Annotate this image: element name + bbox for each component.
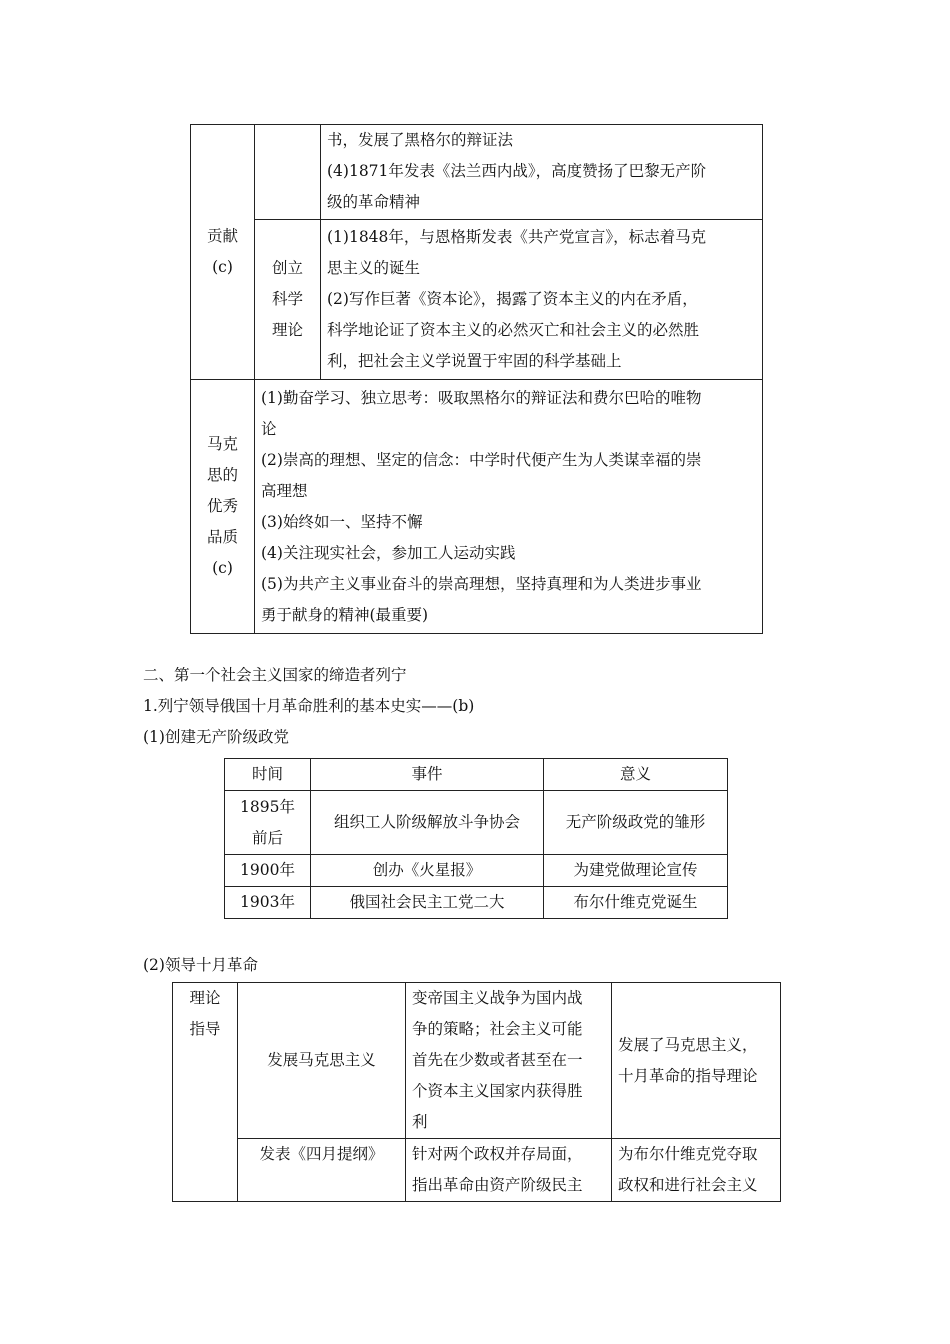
lilun-label: 理论 指导 [173, 983, 238, 1202]
header-meaning: 意义 [544, 759, 728, 791]
party-table [224, 758, 728, 919]
table-row [225, 855, 728, 887]
marx-table [190, 124, 763, 634]
chuangli-label: 创立 科学 理论 [255, 220, 321, 380]
subheading-1: 1.列宁领导俄国十月革命胜利的基本史实——(b) [143, 697, 475, 715]
row3-meaning: 布尔什维克党诞生 [544, 887, 728, 919]
youxiu-label: 马克 思的 优秀 品质 (c) [191, 380, 255, 634]
r1-action: 发展马克思主义 [238, 983, 406, 1139]
r2-content: 针对两个政权并存局面， 指出革命由资产阶级民主 [406, 1139, 612, 1202]
section-title: 二、第一个社会主义国家的缔造者列宁 [143, 666, 407, 684]
youxiu-content: (1)勤奋学习、独立思考：吸取黑格尔的辩证法和费尔巴哈的唯物 论 (2)崇高的理想、坚定的信念：中学时代便产生为人类谋幸福的崇 高理想 (3)始终如一、坚持不懈 (4)关注现实社会，参加工人运动实践 (5)为共产主义事业奋斗的崇高理想，坚持真理和为人类进步事业 勇于献身的精神(最重要) [255, 380, 763, 634]
header-event: 事件 [311, 759, 544, 791]
subheading-1a: (1)创建无产阶级政党 [143, 728, 289, 746]
continued-content: 书，发展了黑格尔的辩证法 (4)1871年发表《法兰西内战》，高度赞扬了巴黎无产阶 级的革命精神 [321, 125, 763, 220]
row1-meaning: 无产阶级政党的雏形 [544, 791, 728, 855]
chuangli-content: (1)1848年，与恩格斯发表《共产党宣言》，标志着马克 思主义的诞生 (2)写作巨著《资本论》，揭露了资本主义的内在矛盾， 科学地论证了资本主义的必然灭亡和社会主义的必然胜 利，把社会主义学说置于牢固的科学基础上 [321, 220, 763, 380]
gongxian-label: 贡献 (c) [191, 125, 255, 380]
r2-action: 发表《四月提纲》 [238, 1139, 406, 1202]
r1-meaning: 发展了马克思主义， 十月革命的指导理论 [612, 983, 781, 1139]
row1-time: 1895年 前后 [225, 791, 311, 855]
r1-content: 变帝国主义战争为国内战 争的策略；社会主义可能 首先在少数或者甚至在一 个资本主义国家内获得胜 利 [406, 983, 612, 1139]
row1-event: 组织工人阶级解放斗争协会 [311, 791, 544, 855]
empty-cell [255, 125, 321, 220]
row2-meaning: 为建党做理论宣传 [544, 855, 728, 887]
row3-time: 1903年 [225, 887, 311, 919]
revolution-table [172, 982, 781, 1202]
row2-event: 创办《火星报》 [311, 855, 544, 887]
table-row [225, 887, 728, 919]
row2-time: 1900年 [225, 855, 311, 887]
r2-meaning: 为布尔什维克党夺取 政权和进行社会主义 [612, 1139, 781, 1202]
table-row [225, 791, 728, 855]
header-time: 时间 [225, 759, 311, 791]
subheading-1b: (2)领导十月革命 [143, 956, 258, 974]
row3-event: 俄国社会民主工党二大 [311, 887, 544, 919]
